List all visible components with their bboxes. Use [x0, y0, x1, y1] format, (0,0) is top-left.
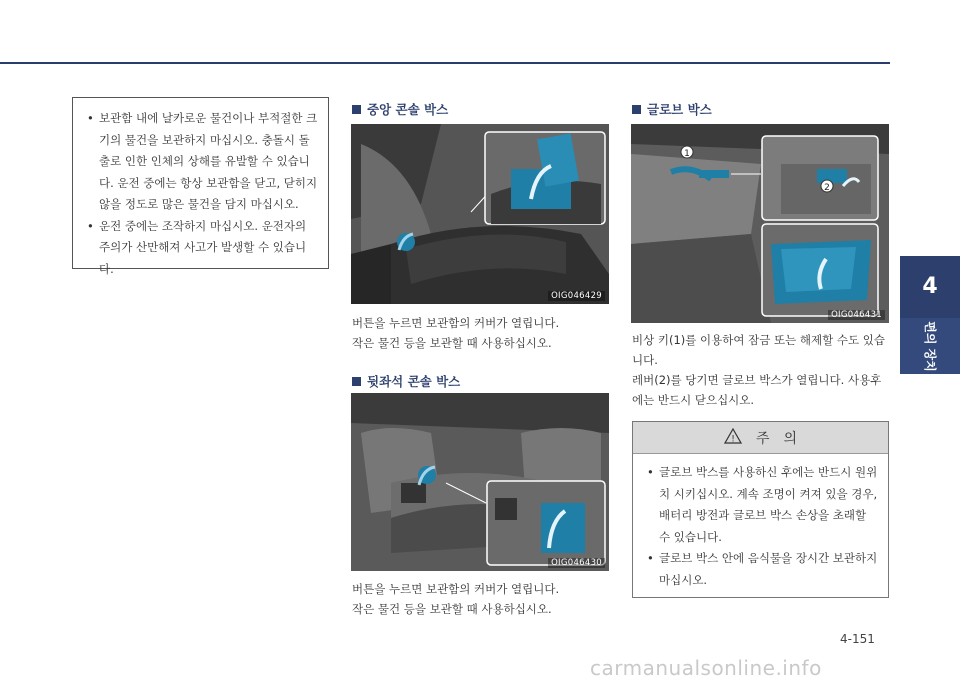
- square-bullet-icon: [352, 105, 361, 114]
- warning-item: • 운전 중에는 조작하지 마십시오. 운전자의 주의가 산만해져 사고가 발생할 수 있습니다.: [83, 216, 320, 281]
- rear-console-caption: 버튼을 누르면 보관함의 커버가 열립니다. 작은 물건 등을 보관할 때 사용하십시오.: [352, 582, 560, 616]
- square-bullet-icon: [632, 105, 641, 114]
- image-code: OIG046431: [828, 310, 885, 320]
- caution-header: [633, 422, 888, 454]
- glove-box-title: 글로브 박스: [632, 100, 712, 118]
- rear-console-photo: [351, 393, 609, 571]
- center-console-caption: 버튼을 누르면 보관함의 커버가 열립니다. 작은 물건 등을 보관할 때 사용하십시오.: [352, 316, 560, 350]
- marker-2: 2: [824, 183, 830, 193]
- marker-1: 1: [684, 149, 690, 159]
- caution-item: • 글로브 박스 안에 음식물을 장시간 보관하지 마십시오.: [643, 548, 880, 591]
- image-code: OIG046430: [548, 558, 605, 568]
- chapter-tab[interactable]: [900, 256, 960, 374]
- caution-title-a: 주: [755, 430, 770, 447]
- image-code: OIG046429: [548, 291, 605, 301]
- center-console-title: 중앙 콘솔 박스: [352, 100, 448, 118]
- warning-item: • 보관함 내에 날카로운 물건이나 부적절한 크기의 물건을 보관하지 마십시오. 충돌시 돌출로 인한 인체의 상해를 유발할 수 있습니다. 운전 중에는 항상 보관함을 닫고, 닫히지 않을 정도로 많은 물건을 담지 마십시오.: [83, 108, 320, 216]
- chapter-name: 편의 장치: [922, 320, 937, 372]
- center-console-photo: [351, 124, 609, 304]
- glove-box-caption: 비상 키(1)를 이용하여 잠금 또는 해제할 수도 있습 니다. 레버(2)를 당기면 글로브 박스가 열립니다. 사용후 에는 반드시 닫으십시오.: [632, 333, 885, 407]
- header-rule: [0, 62, 890, 64]
- warning-box: [72, 97, 329, 276]
- page-number: 4-151: [840, 632, 875, 646]
- caution-box: [632, 421, 889, 598]
- glove-box-photo: [631, 124, 889, 323]
- watermark: carmanualsonline.info: [590, 656, 822, 680]
- warning-triangle-icon: [724, 428, 742, 448]
- rear-console-title: 뒷좌석 콘솔 박스: [352, 372, 460, 390]
- square-bullet-icon: [352, 377, 361, 386]
- caution-title-b: 의: [783, 430, 798, 447]
- chapter-number: 4: [900, 256, 960, 318]
- svg-text:!: !: [731, 434, 735, 444]
- caution-item: • 글로브 박스를 사용하신 후에는 반드시 원위치 시키십시오. 계속 조명이 켜져 있을 경우, 배터리 방전과 글로브 박스 손상을 초래할 수 있습니다.: [643, 462, 880, 548]
